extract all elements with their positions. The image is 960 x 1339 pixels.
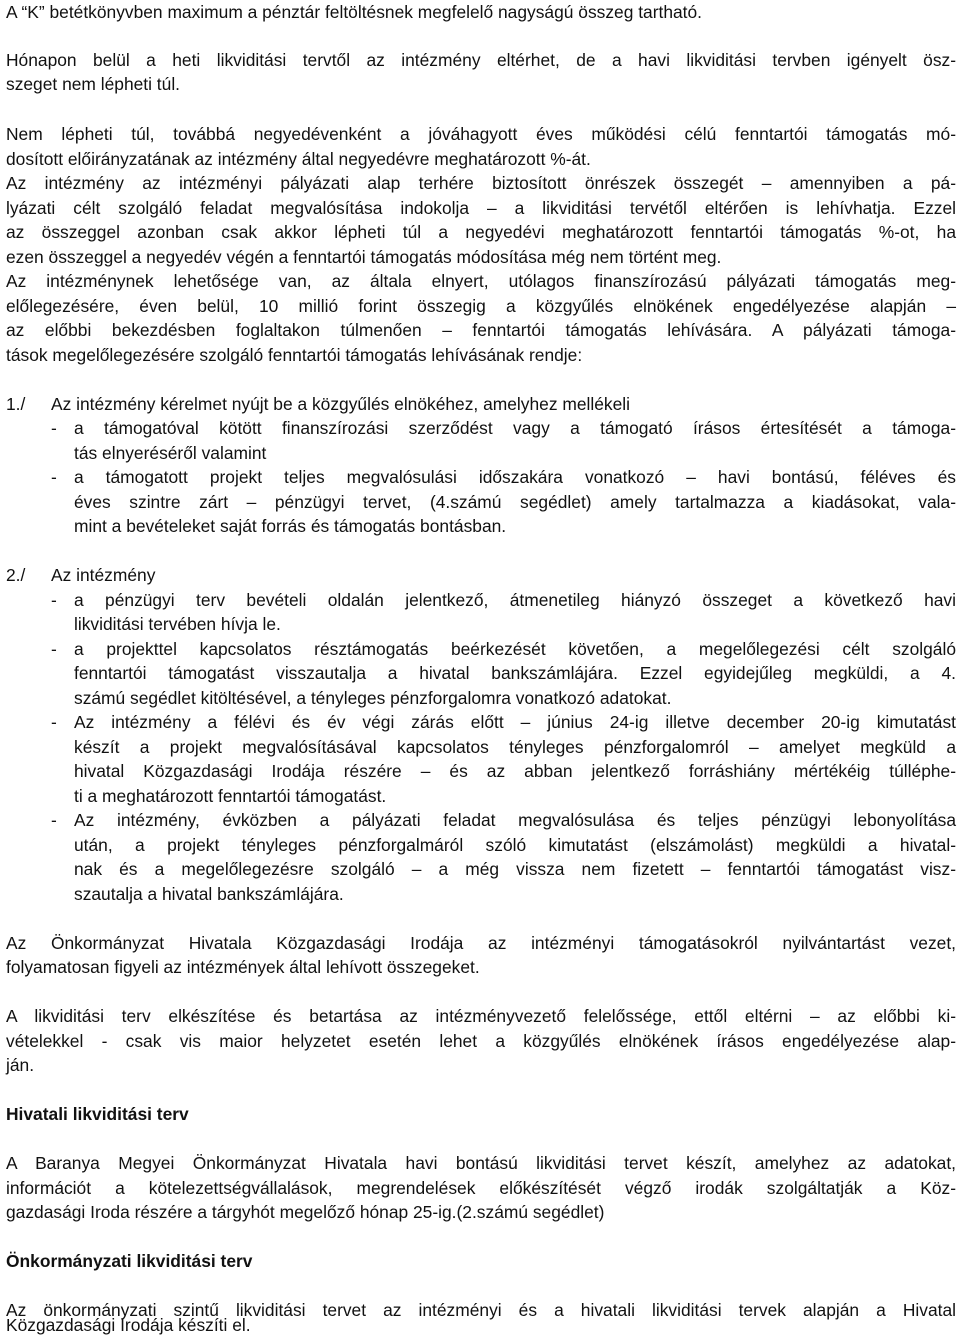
list-intro: Az intézmény kérelmet nyújt be a közgyűlés elnökéhez, amelyhez mellékeli bbox=[51, 394, 631, 414]
paragraph-line: ján. bbox=[6, 1055, 35, 1075]
list-item-line: szautalja a hivatal bankszámlájára. bbox=[74, 884, 344, 904]
list-item-line: a pénzügyi terv bevételi oldalán jelentkező, átmenetileg hiányzó összeget a következő havi bbox=[74, 590, 956, 610]
list-item-line: likviditási tervében hívja le. bbox=[74, 614, 281, 634]
list-dash: - bbox=[51, 810, 57, 830]
list-item-line: fenntartói támogatást visszautalja a hivatal bankszámlájára. Ezzel egyidejűleg megküldi, a 4. bbox=[74, 663, 956, 683]
paragraph-line: Az Önkormányzat Hivatala Közgazdasági Irodája az intézményi támogatásokról nyilvántartást vezet, bbox=[6, 933, 956, 953]
list-item-line: a projekttel kapcsolatos résztámogatás beérkezését követően, a megelőlegezési célt szolgáló bbox=[74, 639, 956, 659]
list-item-line: Az intézmény a félévi és év végi zárás előtt – június 24-ig illetve december 20-ig kimutatást bbox=[74, 712, 956, 732]
paragraph-line: vételekkel - csak vis maior helyzetet esetén lehet a közgyűlés elnökének írásos engedélyezése alap- bbox=[6, 1031, 956, 1051]
paragraph-line: tások megelőlegezésére szolgáló fenntartói támogatás lehívásának rendje: bbox=[6, 345, 583, 365]
paragraph-line: A Baranya Megyei Önkormányzat Hivatala havi bontású likviditási tervet készít, amelyhez az adatokat, bbox=[6, 1153, 956, 1173]
paragraph-line: információt a kötelezettségvállalások, megrendelések előkészítését végző irodák szolgáltatják a Köz- bbox=[6, 1178, 956, 1198]
paragraph-line: Az intézménynek lehetősége van, az általa elnyert, utólagos finanszírozású pályázati támogatás meg- bbox=[6, 271, 956, 291]
list-item-line: tás elnyeréséről valamint bbox=[74, 443, 267, 463]
list-intro: Az intézmény bbox=[51, 565, 156, 585]
paragraph-line: A likviditási terv elkészítése és betartása az intézményvezető felelőssége, ettől eltérni – az előbbi ki- bbox=[6, 1006, 956, 1026]
list-dash: - bbox=[51, 639, 57, 659]
paragraph-line: ezen összeggel a negyedév végén a fenntartói támogatás módosítása még nem történt meg. bbox=[6, 247, 722, 267]
paragraph-line: gazdasági Iroda részére a tárgyhót megelőző hónap 25-ig.(2.számú segédlet) bbox=[6, 1202, 605, 1222]
section-heading: Önkormányzati likviditási terv bbox=[6, 1251, 253, 1271]
list-item-line: a támogatott projekt teljes megvalósulási időszakára vonatkozó – havi bontású, féléves és bbox=[74, 467, 956, 487]
list-dash: - bbox=[51, 590, 57, 610]
section-heading: Hivatali likviditási terv bbox=[6, 1104, 189, 1124]
list-item-line: a támogatóval kötött finanszírozási szerződést vagy a támogató írásos értesítését a támoga- bbox=[74, 418, 956, 438]
paragraph-line: Az önkormányzati szintű likviditási tervet az intézményi és a hivatali likviditási tervek alapján a Hivatal bbox=[6, 1300, 956, 1320]
list-dash: - bbox=[51, 467, 57, 487]
list-item-line: készít a projekt megvalósításával kapcsolatos tényleges pénzforgalomról – amelyet megküld a bbox=[74, 737, 956, 757]
paragraph-line: Nem lépheti túl, továbbá negyedévenként a jóváhagyott éves működési célú fenntartói támogatás mó- bbox=[6, 124, 956, 144]
list-item-line: ti a meghatározott fenntartói támogatást. bbox=[74, 786, 387, 806]
list-item-line: számú segédlet kitöltésével, a tényleges pénzforgalomra vonatkozó adatokat. bbox=[74, 688, 672, 708]
paragraph-line: Közgazdasági Irodája készíti el. bbox=[6, 1315, 251, 1335]
paragraph-line: előlegezésére, éven belül, 10 millió forint összegig a közgyűlés elnökének engedélyezése alapján – bbox=[6, 296, 956, 316]
list-dash: - bbox=[51, 712, 57, 732]
paragraph-line: az előbbi bekezdésben foglaltakon túlmenően – fenntartói támogatás lehívására. A pályázati támoga- bbox=[6, 320, 956, 340]
paragraph-line: Az intézmény az intézményi pályázati alap terhére biztosított önrészek összegét – amennyiben a pá- bbox=[6, 173, 956, 193]
list-number: 2./ bbox=[6, 565, 26, 585]
paragraph-line: szeget nem lépheti túl. bbox=[6, 74, 181, 94]
list-item-line: mint a bevételeket saját forrás és támogatás bontásban. bbox=[74, 516, 507, 536]
paragraph-line: A “K” betétkönyvben maximum a pénztár feltöltésnek megfelelő nagyságú összeg tartható. bbox=[6, 2, 703, 22]
list-item-line: hivatal Közgazdasági Irodája részére – és az abban jelentkező forráshiány mértékéig túlléphe- bbox=[74, 761, 956, 781]
list-item-line: nak és a megelőlegezésre szolgáló – a még vissza nem fizetett – fenntartói támogatást visz- bbox=[74, 859, 956, 879]
list-item-line: éves szintre zárt – pénzügyi tervet, (4.számú segédlet) amely tartalmazza a kiadásokat, vala- bbox=[74, 492, 956, 512]
list-dash: - bbox=[51, 418, 57, 438]
list-item-line: után, a projekt tényleges pénzforgalmáról szóló kimutatást (elszámolást) megküldi a hivatal- bbox=[74, 835, 956, 855]
paragraph-line: az összeggel azonban csak akkor lépheti túl a negyedévi meghatározott fenntartói támogatás %-ot, ha bbox=[6, 222, 956, 242]
list-number: 1./ bbox=[6, 394, 26, 414]
paragraph-line: folyamatosan figyeli az intézmények által lehívott összegeket. bbox=[6, 957, 480, 977]
paragraph-line: dosított előirányzatának az intézmény által negyedévre meghatározott %-át. bbox=[6, 149, 591, 169]
list-item-line: Az intézmény, évközben a pályázati feladat megvalósulása és teljes pénzügyi lebonyolítása bbox=[74, 810, 956, 830]
paragraph-line: Hónapon belül a heti likviditási tervtől az intézmény eltérhet, de a havi likviditási tervben igényelt ösz- bbox=[6, 50, 956, 70]
paragraph-line: lyázati célt szolgáló feladat megvalósítása indokolja – a likviditási tervétől eltérően is lehívhatja. Ezzel bbox=[6, 198, 956, 218]
